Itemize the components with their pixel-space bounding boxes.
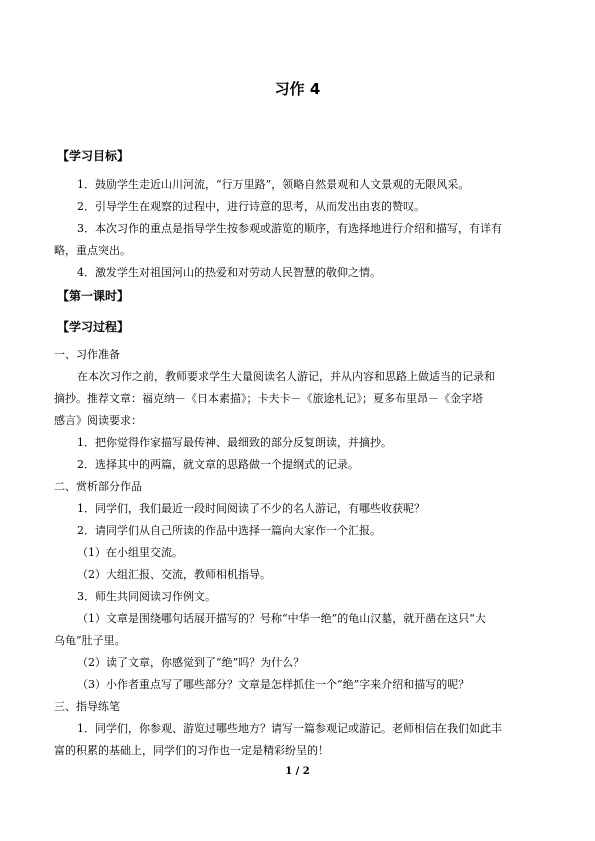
part2-line: 乌龟”肚子里。	[54, 634, 126, 647]
part3-line: 1．同学们，你参观、游览过哪些地方？请写一篇参观记或游记。老师相信在我们如此丰	[77, 722, 502, 735]
part2-line: （2）大组汇报、交流，教师相机指导。	[77, 568, 271, 581]
process-heading: 【学习过程】	[57, 320, 130, 334]
part2-line: （3）小作者重点写了哪些部分？文章是怎样抓住一个“绝”字来介绍和描写的呢？	[77, 678, 470, 691]
part3-title: 三、指导练笔	[54, 700, 120, 713]
part1-line: 摘抄。推荐文章：福克纳－《日本素描》；卡夫卡－《旅途札记》；夏多布里昂－《金字塔	[54, 392, 483, 405]
goal-item: 4．激发学生对祖国河山的热爱和对劳动人民智慧的敬仰之情。	[77, 266, 381, 279]
goal-item: 3．本次习作的重点是指导学生按参观或游览的顺序，有选择地进行介绍和描写，有详有	[77, 222, 502, 235]
part2-title: 二、赏析部分作品	[54, 480, 142, 493]
part1-line: 感言》阅读要求：	[54, 414, 142, 427]
page-number: 1 / 2	[285, 766, 310, 777]
part2-line: 2．请同学们从自己所读的作品中选择一篇向大家作一个汇报。	[77, 524, 381, 537]
first-lesson-heading: 【第一课时】	[57, 289, 130, 303]
part2-line: （2）读了文章，你感觉到了“绝”吗？为什么？	[77, 656, 305, 669]
part2-line: （1）在小组里交流。	[77, 546, 183, 559]
page-title: 习作 4	[274, 80, 321, 98]
part2-line: （1）文章是围绕哪句话展开描写的？号称“中华一绝”的龟山汉墓，就开凿在这只“大	[77, 612, 486, 625]
part3-line: 富的积累的基础上，同学们的习作也一定是精彩纷呈的！	[54, 744, 329, 757]
part1-line: 2．选择其中的两篇，就文章的思路做一个提纲式的记录。	[77, 458, 359, 471]
goal-item: 2．引导学生在观察的过程中，进行诗意的思考，从而发出由衷的赞叹。	[77, 200, 425, 213]
part1-title: 一、习作准备	[54, 348, 120, 361]
part2-line: 3．师生共同阅读习作例文。	[77, 590, 216, 603]
goal-item-continuation: 略，重点突出。	[54, 244, 131, 257]
part2-line: 1．同学们，我们最近一段时间阅读了不少的名人游记，有哪些收获呢？	[77, 502, 425, 515]
part1-line: 1．把你觉得作家描写最传神、最细致的部分反复朗读，并摘抄。	[77, 436, 392, 449]
goals-heading: 【学习目标】	[57, 149, 130, 163]
goal-item: 1．鼓励学生走近山川河流，“行万里路”，领略自然景观和人文景观的无限风采。	[77, 178, 470, 191]
part1-line: 在本次习作之前，教师要求学生大量阅读名人游记，并从内容和思路上做适当的记录和	[77, 370, 495, 383]
